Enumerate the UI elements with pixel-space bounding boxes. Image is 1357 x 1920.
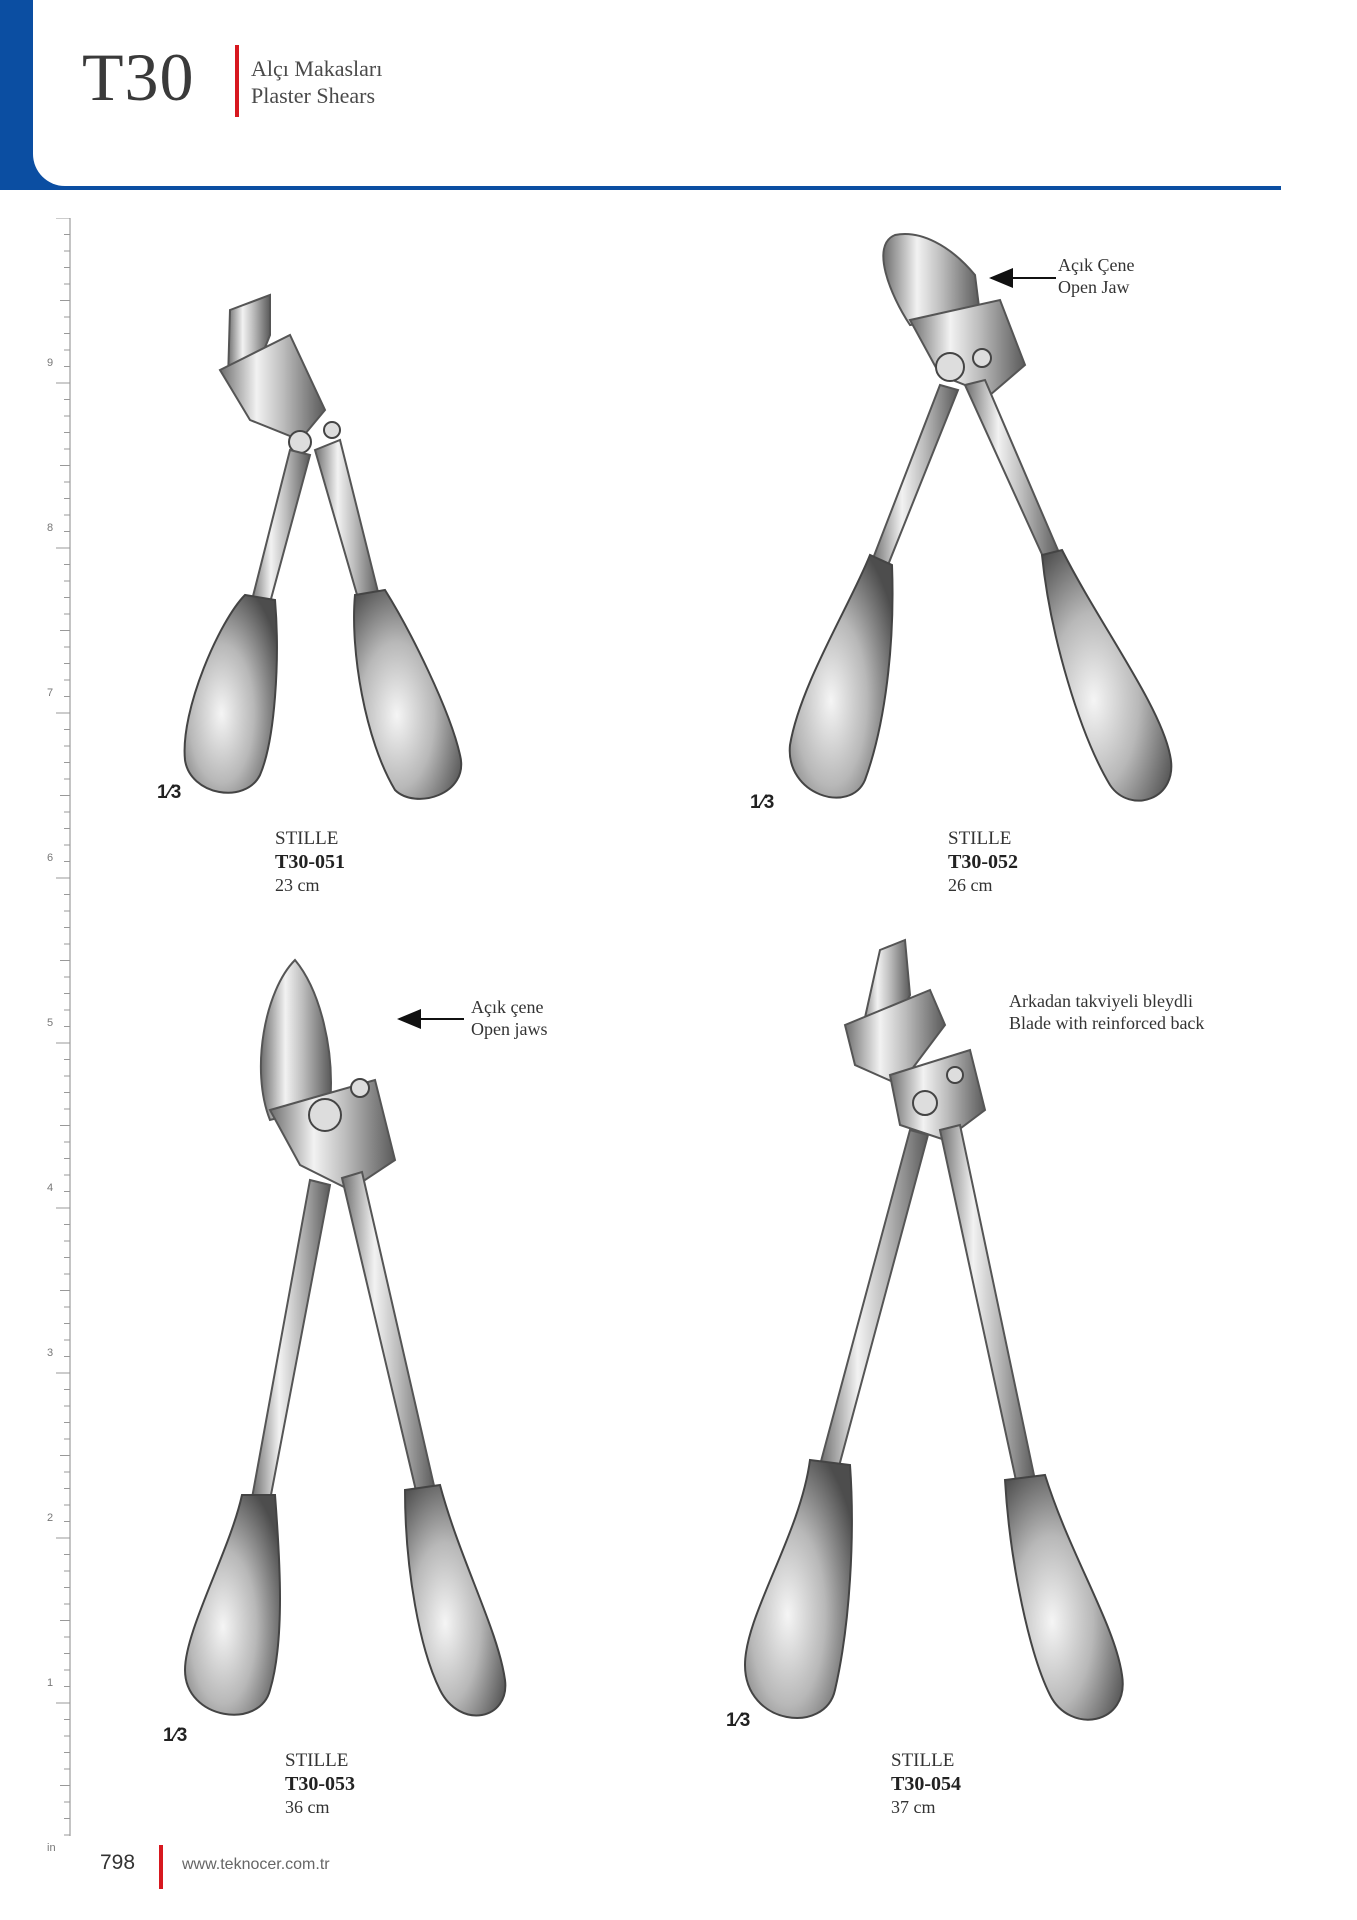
ruler-label: 1 (47, 1677, 54, 1689)
ruler-label: 2 (47, 1512, 54, 1524)
product-maker: STILLE (891, 1750, 955, 1771)
website-url: www.teknocer.com.tr (182, 1856, 330, 1873)
arrow-left-icon (386, 1009, 466, 1029)
footer-divider (159, 1845, 163, 1889)
section-title-tr: Alçı Makasları (251, 56, 383, 81)
callout-note-en: Open Jaw (1058, 277, 1130, 297)
product-code: T30-053 (285, 1773, 355, 1795)
product-code: T30-052 (948, 851, 1018, 873)
plaster-shears-image (730, 935, 1150, 1755)
plaster-shears-image (170, 950, 530, 1750)
plaster-shears-image (760, 225, 1180, 825)
scale-label: 1⁄3 (750, 792, 775, 813)
callout-note-tr: Açık Çene (1058, 255, 1135, 275)
plaster-shears-image (150, 290, 510, 820)
product-maker: STILLE (948, 828, 1012, 849)
ruler-label: 6 (47, 852, 54, 864)
page-number: 798 (100, 1851, 136, 1874)
section-title-en: Plaster Shears (251, 83, 376, 108)
scale-label: 1⁄3 (163, 1725, 188, 1746)
ruler-label: 5 (47, 1017, 54, 1029)
product-size: 26 cm (948, 875, 993, 895)
callout-note-tr: Arkadan takviyeli bleydli (1009, 991, 1193, 1011)
product-size: 37 cm (891, 1797, 936, 1817)
product-maker: STILLE (275, 828, 339, 849)
ruler-label: 9 (47, 357, 54, 369)
arrow-left-icon (978, 268, 1058, 288)
scale-label: 1⁄3 (726, 1710, 751, 1731)
ruler-label: 7 (47, 687, 54, 699)
scale-label: 1⁄3 (157, 782, 182, 803)
callout-note-en: Blade with reinforced back (1009, 1013, 1205, 1033)
product-code: T30-054 (891, 1773, 961, 1795)
callout-note-en: Open jaws (471, 1019, 548, 1039)
ruler-label: 8 (47, 522, 54, 534)
ruler-label: in (47, 1842, 56, 1854)
title-divider (235, 45, 239, 117)
product-size: 23 cm (275, 875, 320, 895)
product-maker: STILLE (285, 1750, 349, 1771)
product-size: 36 cm (285, 1797, 330, 1817)
ruler-label: 3 (47, 1347, 54, 1359)
ruler-label: 4 (47, 1182, 54, 1194)
product-code: T30-051 (275, 851, 345, 873)
section-code: T30 (82, 39, 195, 115)
header-panel (33, 0, 1281, 186)
callout-note-tr: Açık çene (471, 997, 544, 1017)
